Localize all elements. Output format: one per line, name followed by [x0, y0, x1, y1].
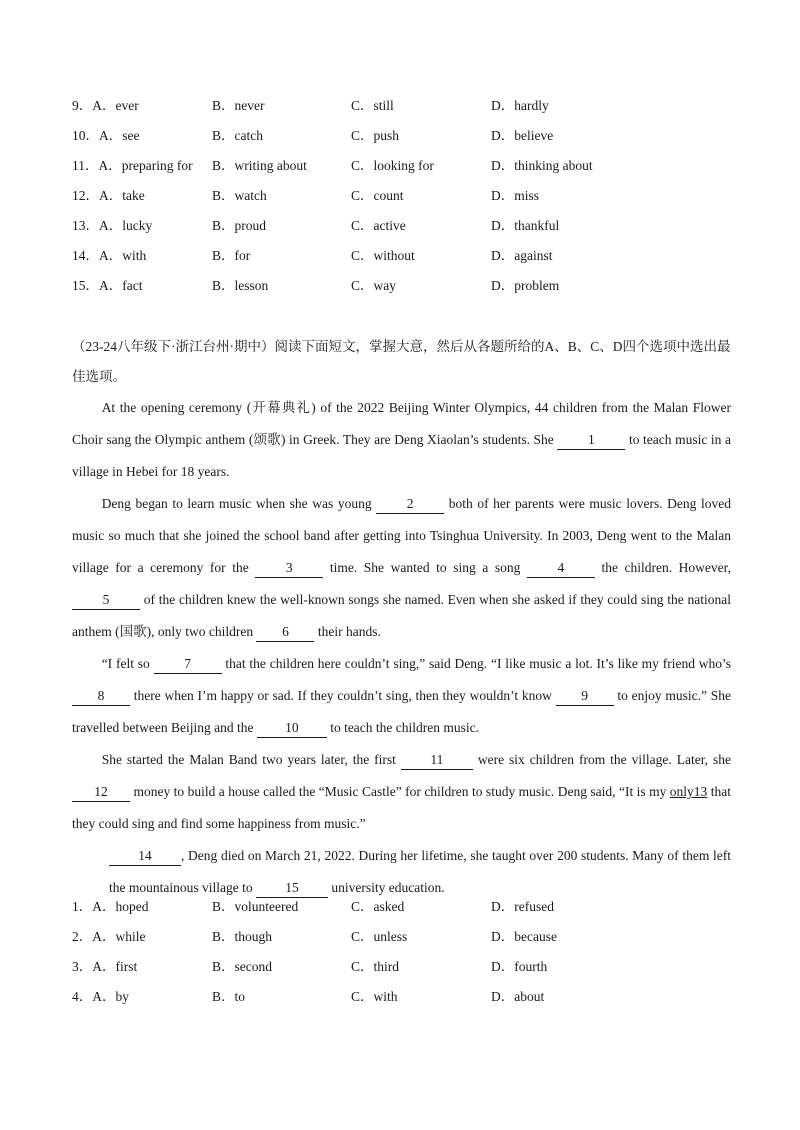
passage-text: to teach music in a village in Hebei for 18 years. [72, 432, 731, 479]
section-instruction: （23-24八年级下·浙江台州·期中）阅读下面短文，掌握大意，然后从各题所给的A、B、C、D四个选项中选出最佳选项。 [72, 339, 731, 384]
passage-text: to enjoy music.” She travelled between Beijing and the [72, 688, 731, 735]
options-bottom-block [72, 892, 732, 1012]
option-c: C．with [351, 989, 398, 1004]
paragraph-2 [72, 488, 731, 648]
option-b: B．volunteered [212, 899, 299, 914]
passage-text: She started the Malan Band two years later, the first [101, 752, 401, 767]
passage-text: their hands. [314, 624, 381, 639]
blank-6: 6 [256, 623, 314, 642]
option-d: D．thinking about [491, 158, 593, 173]
paragraph-4 [72, 744, 731, 840]
passage-text: the children. However, [594, 560, 731, 575]
passage-text: to teach the children music. [326, 720, 480, 735]
passage-text: that they could sing and find some happiness from music.” [72, 784, 732, 831]
passage-text: Deng began to learn music when she was young [101, 496, 377, 511]
option-c: C．looking for [351, 158, 434, 173]
option-a: 14．A．with [72, 248, 147, 263]
blank-10: 10 [257, 719, 327, 738]
option-b: B．never [212, 98, 265, 113]
option-c: C．asked [351, 899, 405, 914]
option-b: B．catch [212, 128, 263, 143]
option-b: B．writing about [212, 158, 307, 173]
option-d: D．because [491, 929, 557, 944]
option-row-13 [72, 211, 732, 241]
option-row-9 [72, 91, 732, 121]
passage-text: time. She wanted to sing a song [323, 560, 527, 575]
option-d: D．hardly [491, 98, 549, 113]
option-a: 9．A．ever [72, 98, 139, 113]
passage-text: there when I’m happy or sad. If they couldn’t sing, then they wouldn’t know [130, 688, 556, 703]
option-c: C．without [351, 248, 415, 263]
option-a: 10．A．see [72, 128, 140, 143]
option-c: C．active [351, 218, 406, 233]
option-c: C．count [351, 188, 404, 203]
blank-4: 4 [527, 559, 595, 578]
option-d: D．about [491, 989, 545, 1004]
cloze-passage [72, 392, 731, 904]
blank-5: 5 [72, 591, 140, 610]
option-row-3 [72, 952, 732, 982]
option-b: B．second [212, 959, 272, 974]
option-row-4 [72, 982, 732, 1012]
option-a: 3．A．first [72, 959, 138, 974]
option-b: B．watch [212, 188, 267, 203]
option-a: 4．A．by [72, 989, 129, 1004]
option-d: D．problem [491, 278, 560, 293]
option-c: C．still [351, 98, 394, 113]
blank-12: 12 [72, 783, 130, 802]
option-b: B．for [212, 248, 251, 263]
passage-text: that the children here couldn’t sing,” said Deng. “I like music a lot. It’s like my friend who’s [221, 656, 731, 671]
option-a: 11．A．preparing for [72, 158, 193, 173]
passage-text: both of her parents were music lovers. Deng loved music so much that she joined the school band after getting into Tsinghua University. In 2003, Deng went to the Malan village for a ceremony for the [72, 496, 732, 575]
option-c: C．way [351, 278, 396, 293]
option-a: 2．A．while [72, 929, 146, 944]
passage-text: , Deng died on March 21, 2022. During her lifetime, she taught over 200 students. Many of them left the mountainous village to [109, 848, 731, 895]
blank-13: only13 [669, 784, 708, 799]
passage-text: were six children from the village. Later, she [472, 752, 731, 767]
blank-9: 9 [556, 687, 614, 706]
passage-text: university education. [327, 880, 445, 895]
blank-8: 8 [72, 687, 130, 706]
option-row-2 [72, 922, 732, 952]
option-d: D．refused [491, 899, 554, 914]
option-d: D．fourth [491, 959, 548, 974]
blank-11: 11 [401, 751, 473, 770]
blank-3: 3 [255, 559, 323, 578]
option-row-10 [72, 121, 732, 151]
option-c: C．unless [351, 929, 408, 944]
option-a: 12．A．take [72, 188, 145, 203]
option-row-15 [72, 271, 732, 301]
blank-14: 14 [109, 847, 181, 866]
blank-2: 2 [376, 495, 444, 514]
option-row-1 [72, 892, 732, 922]
option-a: 15．A．fact [72, 278, 143, 293]
option-b: B．lesson [212, 278, 269, 293]
option-row-11 [72, 151, 732, 181]
option-d: D．miss [491, 188, 540, 203]
passage-text: money to build a house called the “Music Castle” for children to study music. Deng said, “It is my [130, 784, 670, 799]
option-b: B．proud [212, 218, 266, 233]
blank-1: 1 [557, 431, 625, 450]
option-b: B．though [212, 929, 273, 944]
blank-15: 15 [256, 879, 328, 898]
option-c: C．third [351, 959, 400, 974]
blank-7: 7 [154, 655, 222, 674]
option-a: 13．A．lucky [72, 218, 153, 233]
option-c: C．push [351, 128, 400, 143]
option-d: D．against [491, 248, 553, 263]
options-top-block [72, 91, 732, 301]
paragraph-3 [72, 648, 731, 744]
passage-text: At the opening ceremony (开幕典礼) of the 2022 Beijing Winter Olympics, 44 children from the Malan Flower Choir sang the Olympic anthem (颂歌) in Greek. They are Deng Xiaolan’s students. She [72, 400, 731, 447]
option-a: 1．A．hoped [72, 899, 149, 914]
option-row-12 [72, 181, 732, 211]
passage-text: of the children knew the well-known songs she named. Even when she asked if they could sing the national anthem (国歌), only two children [72, 592, 731, 639]
passage-text: “I felt so [101, 656, 154, 671]
option-b: B．to [212, 989, 246, 1004]
option-d: D．thankful [491, 218, 560, 233]
option-row-14 [72, 241, 732, 271]
paragraph-1 [72, 392, 731, 488]
option-d: D．believe [491, 128, 554, 143]
